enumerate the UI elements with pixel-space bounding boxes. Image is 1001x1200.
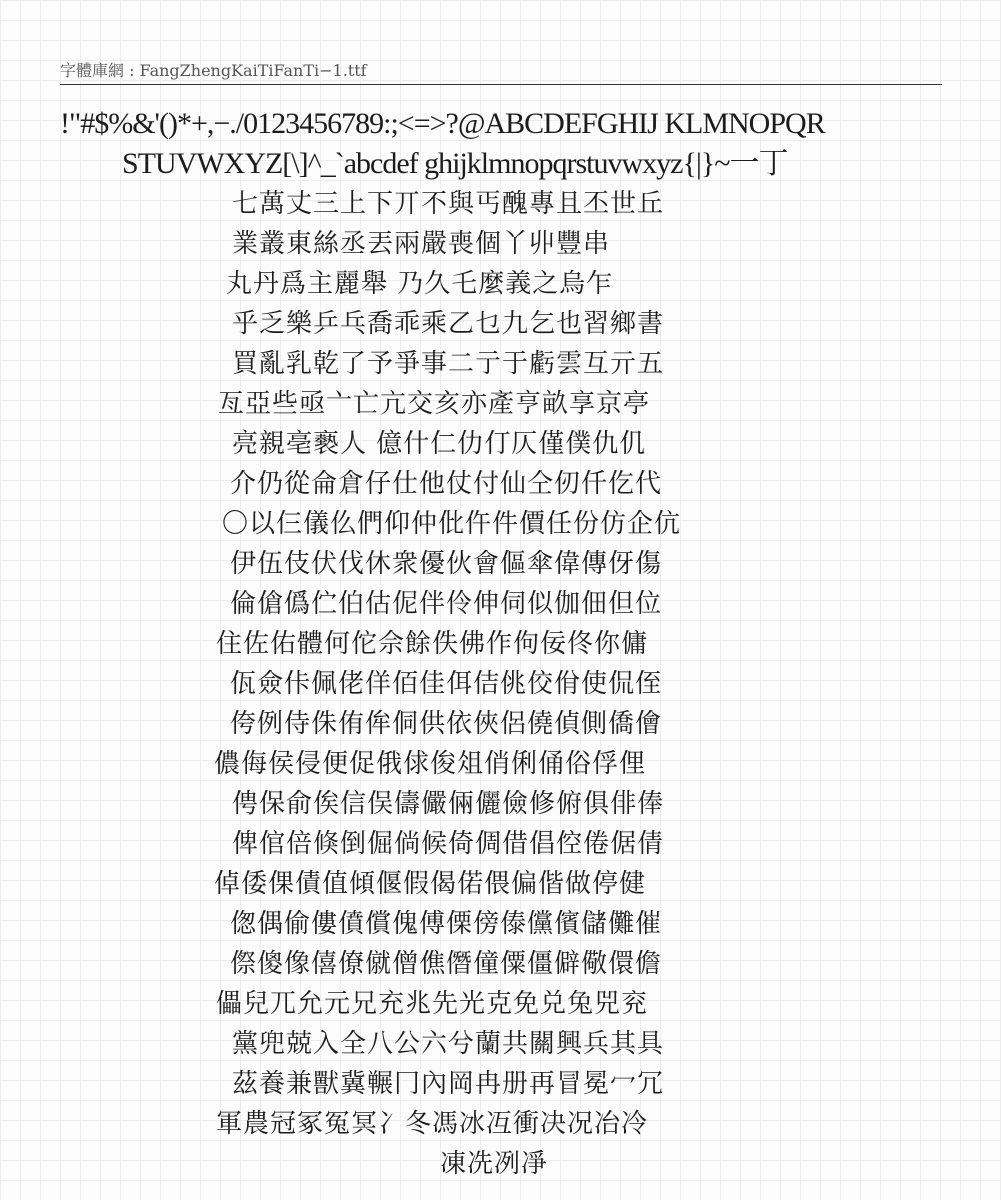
sample-line-cjk: 偬偶偷僂僨償傀傅傈傍傣儻儐儲儺催 — [230, 909, 663, 939]
sample-line-cjk: 〇以仨儀仫們仰仲仳仵件價任份仿企伉 — [222, 509, 682, 539]
sample-line-cjk: 凍冼冽凈 — [440, 1149, 549, 1179]
sample-line-cjk: 茲養兼獸冀冁冂內岡冉册再冒冕冖冗 — [232, 1069, 665, 1099]
sample-line-cjk: 乎乏樂乒乓喬乖乘乙乜九乞也習鄉書 — [232, 309, 665, 339]
sample-line-cjk: 儂侮侯侵便促俄俅俊俎俏俐俑俗俘俚 — [214, 749, 647, 779]
sample-line-cjk: 住佐佑體何佗佘餘佚佛作佝佞佟你傭 — [216, 629, 649, 659]
sample-line-cjk: 黨兜兢入全八公六兮蘭共關興兵其具 — [232, 1029, 665, 1059]
sample-line-cjk: 儡兒兀允元兄充兆先光克免兑兔兕兖 — [216, 989, 649, 1019]
sample-line-cjk: 俾倌倍倏倒倔倘候倚倜借倡倥倦倨倩 — [232, 829, 665, 859]
sample-line-cjk: 買亂乳乾了予爭事二亍于虧雲互亓五 — [232, 349, 665, 379]
sample-line-cjk: 俜保俞俟信俣儔儼倆儷儉修俯俱俳俸 — [232, 789, 665, 819]
sample-line-cjk: 亮親亳褻人 億什仁仂仃仄僅僕仇仉 — [232, 429, 647, 459]
sample-line-cjk: 侉例侍侏侑侔侗供依俠侶僥偵側僑儈 — [230, 709, 663, 739]
sample-line-cjk: 亙亞些亟亠亡亢交亥亦產亨畝享京亭 — [218, 389, 651, 419]
font-file-label: 字體庫網 : FangZhengKaiTiFanTi−1.ttf — [60, 61, 367, 80]
sample-line-cjk: 軍農冠冢冤冥冫冬馮冰冱衝决况冶冷 — [216, 1109, 649, 1139]
sample-line-cjk: 丸丹爲主麗舉 乃久乇麼義之烏乍 — [226, 269, 614, 299]
sample-line-cjk: 七萬丈三上下丌不與丐醜專且丕世丘 — [232, 189, 665, 219]
sample-line-cjk: 伊伍伎伏伐休衆優伙會傴傘偉傳伢傷 — [230, 549, 663, 579]
sample-line-cjk: 倫傖僞伫伯估伲伴伶伸伺似伽佃但位 — [230, 589, 663, 619]
header-divider — [60, 84, 942, 85]
sample-line-cjk: 業叢東絲丞丟兩嚴喪個丫丱豐串 — [232, 229, 611, 259]
sample-line-cjk: 介仍從侖倉仔仕他仗付仙仝仞仟仡代 — [230, 469, 663, 499]
sample-line-cjk: 倬倭倮債值傾偃假偈偌偎偏偕做停健 — [214, 869, 647, 899]
sample-line-ascii-1: !"#$%&'()*+,−./0123456789:;<=>?@ABCDEFGHIJ KLMNOPQR — [60, 107, 825, 140]
sample-line-ascii-2: STUVWXYZ[\]^_`abcdef ghijklmnopqrstuvwxyz{|}~一丁 — [122, 147, 788, 180]
sample-line-cjk: 佤僉佧佩佬佯佰佳佴佶佻佼佾使侃侄 — [230, 669, 663, 699]
sample-line-cjk: 傺傻像僖僚僦僧僬僭僮僳僵僻儆儇儋 — [230, 949, 663, 979]
